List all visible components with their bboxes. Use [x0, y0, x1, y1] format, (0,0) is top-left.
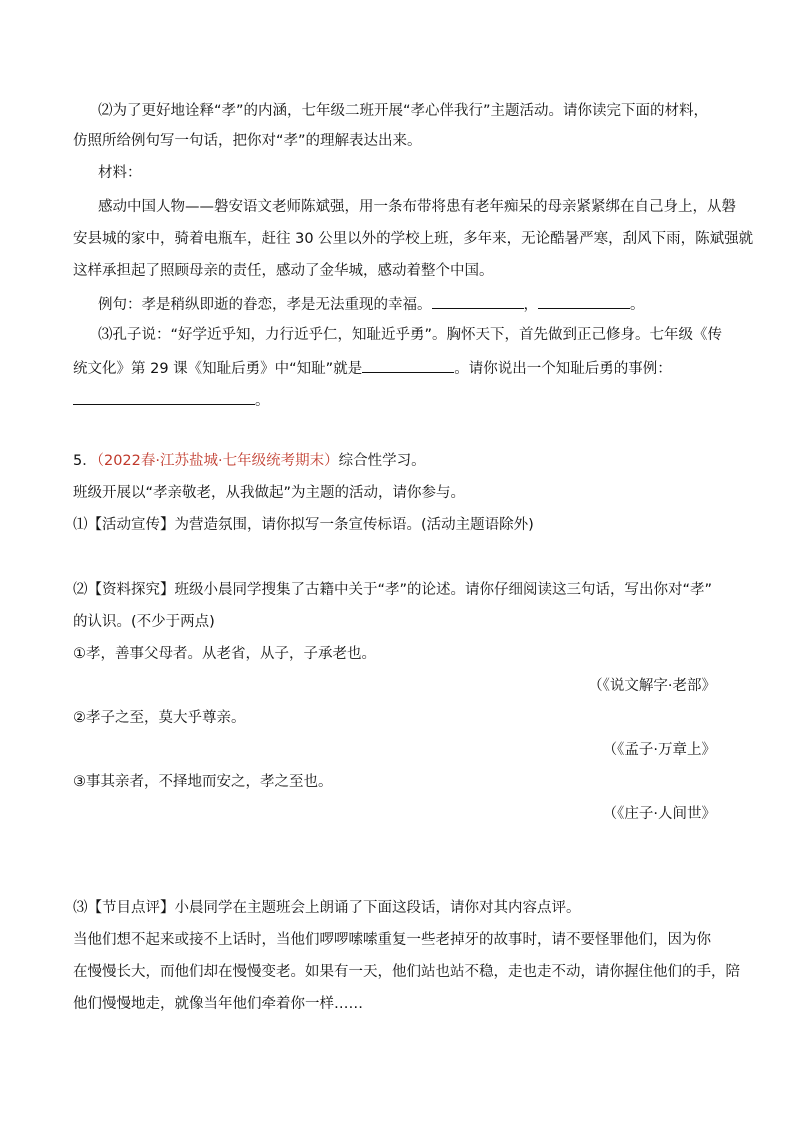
q4-3-prompt-line2 — [73, 357, 738, 379]
example-line — [98, 293, 738, 315]
quote-3-source: （《庄子·人间世》 — [602, 806, 716, 822]
material-line2: 安县城的家中，骑着电瓶车，赶往 30 公里以外的学校上班，多年来，无论酷暑严寒，刮风下雨，陈斌强就 — [73, 231, 754, 247]
q5-part-3: ⑶【节目点评】小晨同学在主题班会上朗诵了下面这段话，请你对其内容点评。 — [73, 900, 581, 916]
passage-line1: 当他们想不起来或接不上话时，当他们啰啰嗦嗦重复一些老掉牙的故事时，请不要怪罪他们，因为你 — [73, 932, 711, 948]
material-label: 材料： — [98, 165, 142, 181]
quote-2: ②孝子之至，莫大乎尊亲。 — [73, 710, 246, 726]
material-line3: 这样承担起了照顾母亲的责任，感动了金华城，感动着整个中国。 — [73, 263, 494, 279]
q5-title: 综合性学习。 — [338, 453, 426, 469]
comma: ， — [523, 297, 538, 313]
passage-line2: 在慢慢长大，而他们却在慢慢变老。如果有一天，他们站也站不稳，走也走不动，请你握住他们的手，陪 — [73, 964, 740, 980]
answer-blank-1[interactable] — [432, 293, 524, 309]
q4-3-answer-line — [73, 389, 738, 411]
q4-2-prompt-line1: ⑵为了更好地诠释“孝”的内涵，七年级二班开展“孝心伴我行”主题活动。请你读完下面的材料， — [98, 103, 709, 119]
quote-1-source: （《说文解字·老部》 — [588, 678, 716, 694]
q5-number: 5． — [73, 453, 97, 469]
quote-1: ①孝，善事父母者。从老省，从子，子承老也。 — [73, 646, 376, 662]
answer-blank-2[interactable] — [538, 293, 630, 309]
quote-3: ③事其亲者，不择地而安之，孝之至也。 — [73, 774, 333, 790]
q5-header — [73, 451, 738, 471]
q4-3-text-b: 。请你说出一个知耻后勇的事例： — [454, 361, 672, 377]
q4-3-prompt-line1: ⑶孔子说：“好学近乎知，力行近乎仁，知耻近乎勇”。胸怀天下，首先做到正己修身。七年级《传 — [98, 327, 723, 343]
period: 。 — [630, 297, 645, 313]
quote-2-source: （《孟子·万章上》 — [602, 742, 716, 758]
answer-blank-3[interactable] — [362, 357, 454, 373]
q5-part-2-line2: 的认识。(不少于两点) — [73, 614, 215, 630]
q4-3-end: 。 — [255, 393, 270, 409]
q5-intro: 班级开展以“孝亲敬老，从我做起”为主题的活动，请你参与。 — [73, 485, 466, 501]
q5-part-1: ⑴【活动宣传】为营造氛围，请你拟写一条宣传标语。(活动主题语除外) — [73, 517, 534, 533]
q5-source: （2022春·江苏盐城·七年级统考期末） — [96, 453, 339, 469]
q5-part-2-line1: ⑵【资料探究】班级小晨同学搜集了古籍中关于“孝”的论述。请你仔细阅读这三句话，写出你对“孝” — [73, 582, 713, 598]
q4-2-prompt-line2: 仿照所给例句写一句话，把你对“孝”的理解表达出来。 — [73, 133, 422, 149]
answer-blank-4[interactable] — [73, 389, 255, 405]
example-text: 例句：孝是稍纵即逝的眷恋，孝是无法重现的幸福。 — [98, 297, 432, 313]
q4-3-text-a: 统文化》第 29 课《知耻后勇》中“知耻”就是 — [73, 361, 363, 377]
passage-line3: 他们慢慢地走，就像当年他们牵着你一样…… — [73, 996, 363, 1012]
material-line1: 感动中国人物——磐安语文老师陈斌强，用一条布带将患有老年痴呆的母亲紧紧绑在自己身上，从磐 — [98, 199, 736, 215]
